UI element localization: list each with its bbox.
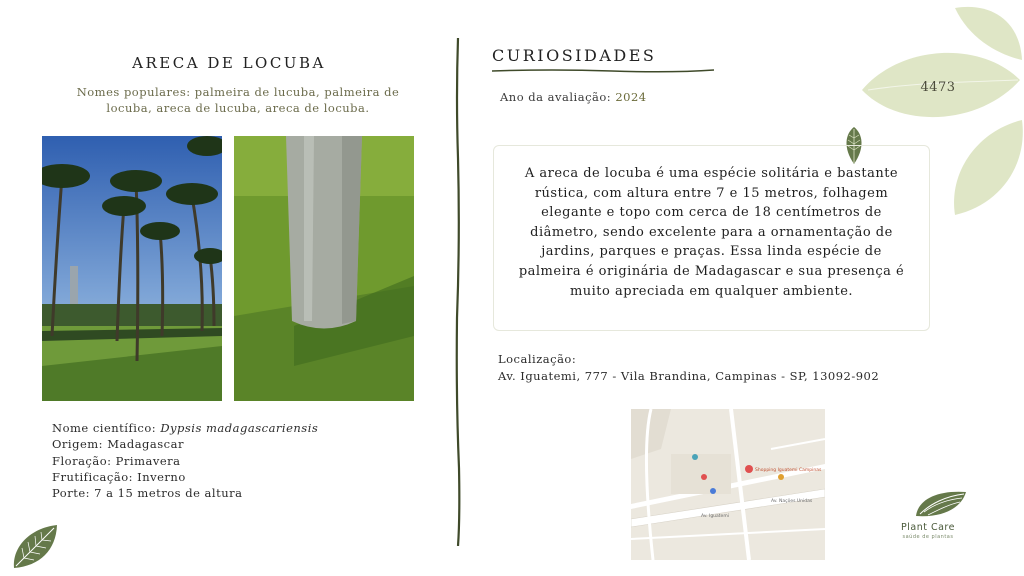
map-poi-icon[interactable]: [710, 488, 716, 494]
plant-care-logo-icon: [912, 488, 970, 520]
palm-trunk-photo: [234, 136, 414, 401]
evaluation-number-badge: 4473: [920, 80, 956, 95]
location-label: Localização:: [498, 352, 577, 366]
scientific-name-row: [52, 420, 318, 436]
leaf-icon: [10, 522, 60, 570]
size-row: Porte: 7 a 15 metros de altura: [52, 486, 243, 501]
map-label-shopping: Shopping Iguatemi Campinas: [755, 468, 822, 473]
map-poi-icon[interactable]: [778, 474, 784, 480]
map-pin-icon[interactable]: [745, 465, 753, 473]
evaluation-year: [500, 90, 647, 104]
location-map[interactable]: [631, 409, 825, 560]
title-underline: [492, 68, 714, 74]
origin-row: Origem: Madagascar: [52, 437, 184, 452]
map-poi-icon[interactable]: [692, 454, 698, 460]
evaluation-year-value: 2024: [615, 90, 647, 104]
evaluation-year-label: Ano da avaliação:: [500, 90, 612, 104]
scientific-name-value: Dypsis madagascariensis: [160, 421, 319, 435]
plant-details: [52, 420, 318, 501]
location-address: Av. Iguatemi, 777 - Vila Brandina, Campinas - SP, 13092-902: [498, 369, 880, 383]
map-label-road: Av. Iguatemi: [701, 514, 729, 519]
scientific-name-label: Nome científico:: [52, 421, 157, 435]
curiosities-title: CURIOSIDADES: [492, 46, 657, 65]
plant-title: ARECA DE LOCUBA: [132, 54, 326, 72]
flowering-row: Floração: Primavera: [52, 453, 181, 468]
palm-trees-photo: [42, 136, 222, 401]
brand-tagline: saúde de plantas: [902, 534, 954, 540]
brand-name: Plant Care: [901, 522, 955, 533]
popular-names: Nomes populares: palmeira de lucuba, palmeira de locuba, areca de lucuba, areca de locuba.: [76, 85, 400, 115]
curiosities-text: A areca de locuba é uma espécie solitária e bastante rústica, com altura entre 7 e 15 metros, folhagem elegante e topo com cerca de 18 centímetros de diâmetro, sendo excelente para a ornamentação de jardins, parques e praças. Essa linda espécie de palmeira é originária de Madagascar e sua presença é muito apreciada em qualquer ambiente.: [518, 166, 905, 299]
map-label-road: Av. Nações Unidas: [771, 499, 813, 504]
map-poi-icon[interactable]: [701, 474, 707, 480]
column-divider: [455, 38, 461, 546]
curiosities-box: [493, 145, 930, 331]
fruiting-row: Frutificação: Inverno: [52, 469, 186, 484]
